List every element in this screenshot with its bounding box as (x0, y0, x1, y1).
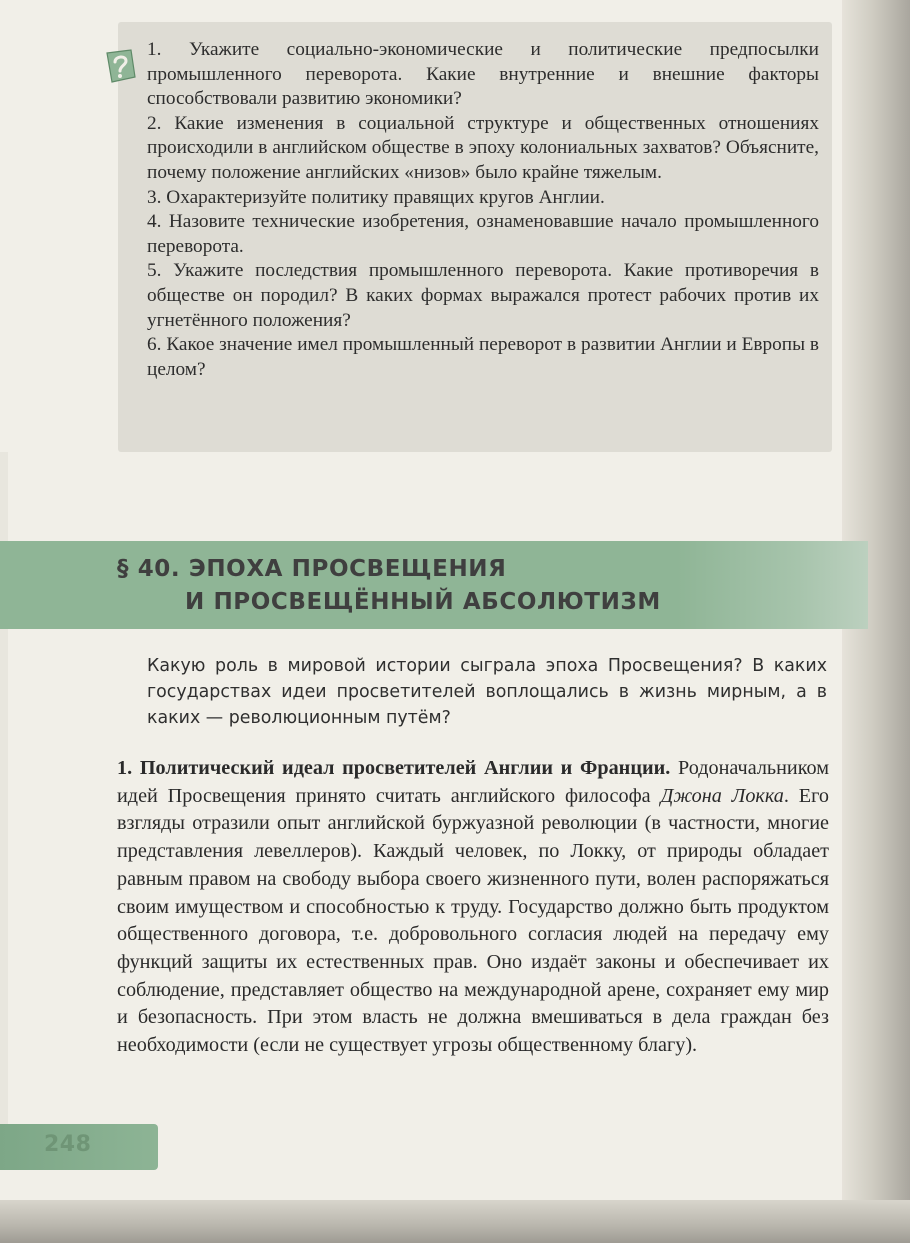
question-item: 2. Какие изменения в социальной структуре и общественных отношениях происходили в английском обществе в эпоху колониальных захватов? Объясните, почему положение английских «низов» было крайне тяжелым. (147, 112, 819, 183)
section-title-line1: § 40. ЭПОХА ПРОСВЕЩЕНИЯ (117, 556, 507, 582)
intro-questions: Какую роль в мировой истории сыграла эпоха Просвещения? В каких государствах идеи просветителей воплощались в жизнь мирным, а в каких — революционным путём? (147, 656, 827, 728)
person-name: Джона Локка (660, 784, 784, 807)
question-item: 5. Укажите последствия промышленного переворота. Какие противоречия в обществе он породил? В каких формах выражался протест рабочих против их угнетённого положения? (147, 260, 819, 331)
section-title-line2: И ПРОСВЕЩЁННЫЙ АБСОЛЮТИЗМ (185, 589, 661, 615)
page-number: 248 (44, 1132, 92, 1157)
questions-list (147, 38, 819, 382)
question-item: 6. Какое значение имел промышленный переворот в развитии Англии и Европы в целом? (147, 334, 819, 380)
question-mark-icon (104, 47, 138, 85)
paragraph-text-start: Родоначальником идей Просвещения принято считать английского философа (117, 757, 829, 807)
paragraph-text-rest: . Его взгляды отразили опыт английской буржуазной революции (в частности, многие представления левеллеров). Каждый человек, по Локку, от природы обладает равным правом на свободу выбора своего жизненного пути, волен распоряжаться своим имуществом и способностью к труду. Государство должно быть продуктом общественного договора, т.е. добровольного согласия людей на передачу ему функций защиты их естественных прав. Оно издаёт законы и обеспечивает их соблюдение, представляет общество на международной арене, сохраняет ему мир и безопасность. При этом власть не должна вмешиваться в дела граждан без необходимости (если не существует угрозы общественному благу). (117, 784, 830, 1057)
question-item: 3. Охарактеризуйте политику правящих кругов Англии. (147, 186, 605, 208)
paragraph-heading: 1. Политический идеал просветителей Англии и Франции. (117, 757, 671, 779)
question-item: 4. Назовите технические изобретения, ознаменовавшие начало промышленного переворота. (147, 211, 819, 257)
section-title (117, 553, 817, 619)
question-item: 1. Укажите социально-экономические и политические предпосылки промышленного переворота. Какие внутренние и внешние факторы способствовали развитию экономики? (147, 39, 819, 110)
paragraph-1 (117, 755, 829, 1060)
page-bottom-edge (0, 1200, 910, 1243)
